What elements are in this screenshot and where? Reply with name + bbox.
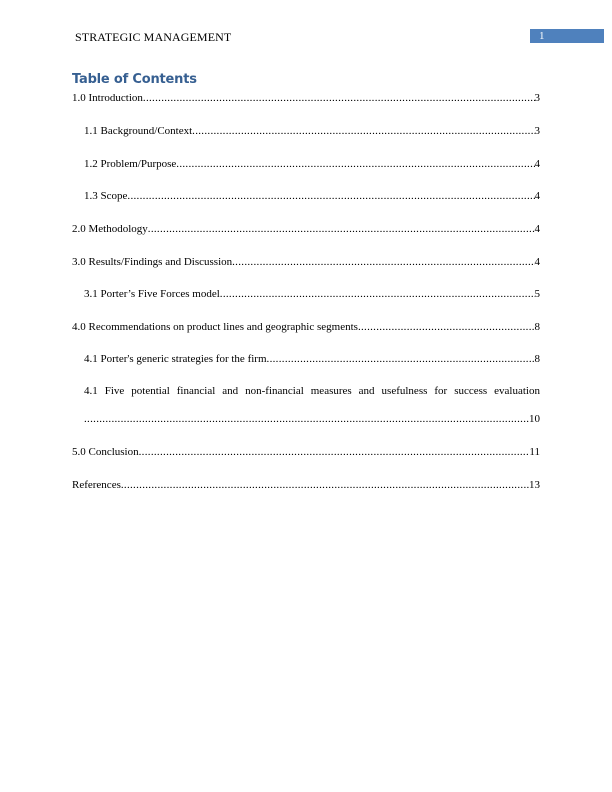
- toc-entry-conclusion[interactable]: [72, 445, 540, 459]
- toc-entry-continuation: [84, 412, 540, 426]
- toc-entry-results-findings[interactable]: [72, 255, 540, 269]
- toc-entry-label: 1.0 Introduction: [72, 92, 143, 104]
- toc-entry-page: 3: [534, 125, 540, 137]
- toc-entry-label: 3.0 Results/Findings and Discussion: [72, 256, 233, 268]
- toc-leader-dots: [148, 222, 535, 236]
- toc-entry-label: 5.0 Conclusion: [72, 446, 139, 458]
- toc-entry-label: 1.2 Problem/Purpose: [84, 158, 177, 170]
- toc-entry-label: References: [72, 479, 121, 491]
- running-header-title: STRATEGIC MANAGEMENT: [75, 30, 232, 44]
- toc-entry-page: 4: [534, 158, 540, 170]
- toc-entry-page: 11: [529, 446, 540, 458]
- toc-entry-page: 4: [534, 223, 540, 235]
- toc-entry-label: 1.1 Background/Context: [84, 125, 193, 137]
- toc-entry-scope[interactable]: [84, 189, 540, 203]
- toc-entry-background-context[interactable]: [84, 124, 540, 138]
- toc-leader-dots: [220, 287, 535, 301]
- toc-heading: Table of Contents: [72, 72, 197, 87]
- toc-entry-methodology[interactable]: [72, 222, 540, 236]
- toc-leader-dots: [192, 124, 534, 138]
- toc-entry-page: 13: [529, 479, 540, 491]
- toc-entry-porters-five-forces[interactable]: [84, 287, 540, 301]
- toc-entry-references[interactable]: [72, 478, 540, 492]
- toc-leader-dots: [358, 320, 535, 334]
- toc-entry-page: 8: [534, 353, 540, 365]
- toc-entry-label: 3.1 Porter’s Five Forces model: [84, 288, 220, 300]
- toc-entry-introduction[interactable]: [72, 91, 540, 105]
- toc-entry-page: 3: [534, 92, 540, 104]
- toc-entry-label: 4.1 Five potential financial and non-financial measures and usefulness for success evaluation: [84, 385, 540, 397]
- toc-leader-dots: [84, 412, 529, 426]
- toc-entry-page: 4: [534, 256, 540, 268]
- toc-leader-dots: [176, 157, 534, 171]
- toc-entry-page: 5: [534, 288, 540, 300]
- toc-leader-dots: [127, 189, 534, 203]
- toc-leader-dots: [267, 352, 535, 366]
- toc-leader-dots: [232, 255, 534, 269]
- toc-leader-dots: [139, 445, 530, 459]
- toc-entry-label: 1.3 Scope: [84, 190, 128, 202]
- toc-entry-recommendations[interactable]: [72, 320, 540, 334]
- page-number-badge: [530, 29, 604, 43]
- toc-entry-page: 4: [534, 190, 540, 202]
- toc-entry-problem-purpose[interactable]: [84, 157, 540, 171]
- page-number: 1: [539, 30, 545, 42]
- toc-entry-label: 2.0 Methodology: [72, 223, 148, 235]
- toc-leader-dots: [121, 478, 529, 492]
- toc-entry-label: 4.0 Recommendations on product lines and geographic segments: [72, 321, 358, 333]
- toc-entry-label: 4.1 Porter's generic strategies for the firm: [84, 353, 267, 365]
- toc-leader-dots: [143, 91, 535, 105]
- toc-entry-page: 10: [529, 413, 540, 425]
- toc-entry-page: 8: [534, 321, 540, 333]
- toc-entry-generic-strategies[interactable]: [84, 352, 540, 366]
